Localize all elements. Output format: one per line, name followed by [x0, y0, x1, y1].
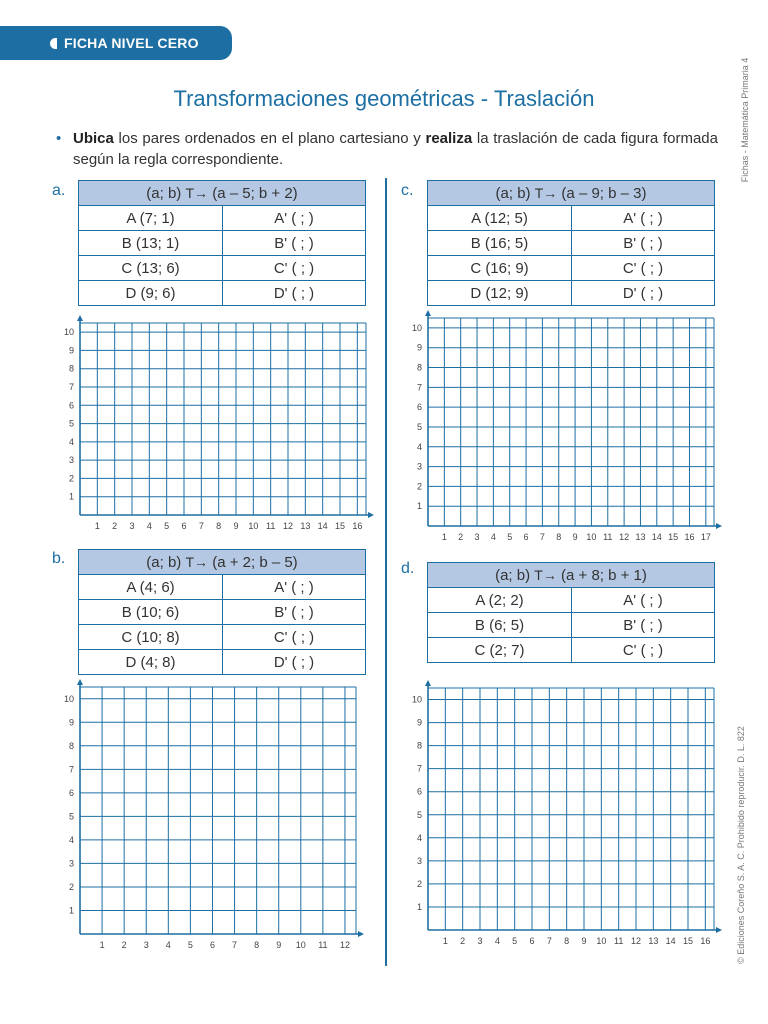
point-original: C (10; 8) [79, 625, 223, 650]
x-tick-label: 13 [648, 936, 659, 946]
point-image[interactable]: C' ( ; ) [223, 625, 366, 650]
page-title: Transformaciones geométricas - Traslación [173, 86, 595, 111]
x-tick-label: 1 [441, 532, 447, 542]
y-tick-label: 2 [68, 881, 74, 892]
x-tick-label: 6 [523, 532, 529, 542]
point-image[interactable]: A' ( ; ) [572, 206, 715, 231]
y-tick-label: 4 [416, 441, 422, 452]
x-tick-label: 16 [684, 532, 695, 542]
y-tick-label: 3 [68, 455, 74, 466]
rule-left: (a; b) [146, 184, 186, 202]
point-original: B (6; 5) [428, 613, 572, 638]
x-tick-label: 1 [99, 940, 105, 950]
y-tick-label: 9 [416, 717, 422, 728]
exercise-a-label: a. [52, 182, 66, 199]
x-tick-label: 16 [700, 936, 711, 946]
x-tick-label: 7 [232, 940, 238, 950]
y-tick-label: 9 [68, 345, 74, 356]
x-tick-label: 17 [700, 532, 711, 542]
y-tick-label: 2 [416, 878, 422, 889]
y-tick-label: 1 [416, 501, 422, 512]
point-image[interactable]: B' ( ; ) [223, 231, 366, 256]
side-caption-top: Fichas - Matemática Primaria 4 [740, 57, 750, 183]
point-original: C (13; 6) [79, 256, 223, 281]
y-tick-label: 1 [68, 905, 74, 916]
x-tick-label: 10 [295, 940, 306, 950]
x-tick-label: 7 [539, 532, 545, 542]
y-tick-label: 8 [416, 740, 422, 751]
x-tick-label: 2 [460, 936, 466, 946]
x-tick-label: 2 [121, 940, 127, 950]
x-tick-label: 8 [216, 521, 222, 531]
x-tick-label: 13 [300, 521, 311, 531]
point-original: D (9; 6) [79, 281, 223, 306]
y-tick-label: 5 [68, 811, 74, 822]
y-axis-arrow-icon [425, 680, 431, 686]
y-tick-label: 8 [68, 363, 74, 374]
exercise-c-label: c. [401, 182, 414, 199]
point-image[interactable]: D' ( ; ) [572, 281, 715, 306]
x-tick-label: 4 [490, 532, 496, 542]
y-tick-label: 3 [68, 858, 74, 869]
x-tick-label: 3 [143, 940, 149, 950]
x-tick-label: 9 [276, 940, 282, 950]
y-tick-label: 10 [63, 693, 74, 704]
x-tick-label: 15 [682, 936, 694, 946]
x-tick-label: 12 [282, 521, 294, 531]
y-tick-label: 6 [416, 402, 422, 413]
x-tick-label: 10 [248, 521, 259, 531]
y-tick-label: 7 [68, 764, 74, 775]
x-tick-label: 14 [665, 936, 676, 946]
rule-left: (a; b) [495, 566, 535, 584]
x-tick-label: 16 [352, 521, 363, 531]
x-tick-label: 12 [630, 936, 642, 946]
x-tick-label: 4 [146, 521, 152, 531]
x-tick-label: 5 [512, 936, 518, 946]
rule-right: (a – 9; b – 3) [557, 184, 647, 202]
x-tick-label: 3 [474, 532, 480, 542]
transform-arrow-icon: T→ [534, 566, 557, 583]
transform-arrow-icon: T→ [534, 184, 558, 201]
point-image[interactable]: B' ( ; ) [572, 613, 715, 638]
x-tick-label: 1 [94, 521, 100, 531]
y-tick-label: 2 [68, 473, 74, 484]
point-image[interactable]: D' ( ; ) [223, 650, 366, 675]
point-image[interactable]: C' ( ; ) [572, 638, 715, 663]
rule-right: (a + 2; b – 5) [208, 553, 298, 571]
y-tick-label: 10 [411, 694, 422, 705]
x-tick-label: 8 [556, 532, 562, 542]
y-tick-label: 2 [416, 481, 422, 492]
x-tick-label: 10 [586, 532, 597, 542]
instruction-keyword-realiza: realiza [425, 130, 473, 147]
x-tick-label: 8 [254, 940, 260, 950]
x-tick-label: 7 [198, 521, 204, 531]
y-tick-label: 7 [416, 763, 422, 774]
y-tick-label: 6 [416, 786, 422, 797]
rule-right: (a – 5; b + 2) [208, 184, 298, 202]
exercise-d-label: d. [401, 560, 415, 577]
point-original: B (16; 5) [428, 231, 572, 256]
x-tick-label: 15 [334, 521, 346, 531]
x-tick-label: 3 [477, 936, 483, 946]
point-original: A (4; 6) [79, 575, 223, 600]
x-tick-label: 14 [651, 532, 662, 542]
point-original: D (12; 9) [428, 281, 572, 306]
level-badge-text: FICHA NIVEL CERO [64, 35, 199, 51]
y-tick-label: 9 [68, 717, 74, 728]
point-original: A (7; 1) [79, 206, 223, 231]
x-tick-label: 11 [265, 521, 276, 531]
y-tick-label: 5 [68, 418, 74, 429]
y-tick-label: 7 [68, 382, 74, 392]
bullet-icon: • [56, 130, 62, 147]
x-tick-label: 13 [635, 532, 646, 542]
x-tick-label: 2 [458, 532, 464, 542]
x-tick-label: 9 [233, 521, 239, 531]
point-original: A (12; 5) [428, 206, 572, 231]
x-tick-label: 8 [564, 936, 570, 946]
instruction-keyword-ubica: Ubica [73, 130, 114, 147]
transform-arrow-icon: T→ [185, 184, 209, 201]
point-original: C (16; 9) [428, 256, 572, 281]
point-original: B (13; 1) [79, 231, 223, 256]
x-tick-label: 14 [317, 521, 328, 531]
x-tick-label: 5 [164, 521, 170, 531]
point-image[interactable]: D' ( ; ) [223, 281, 366, 306]
point-original: C (2; 7) [428, 638, 572, 663]
x-tick-label: 12 [619, 532, 630, 542]
y-tick-label: 6 [68, 787, 74, 798]
point-image[interactable]: A' ( ; ) [223, 206, 366, 231]
y-tick-label: 5 [416, 809, 422, 820]
x-tick-label: 11 [318, 940, 328, 950]
x-tick-label: 5 [187, 940, 193, 950]
point-original: B (10; 6) [79, 600, 223, 625]
y-tick-label: 4 [68, 834, 74, 845]
point-image[interactable]: A' ( ; ) [572, 588, 715, 613]
x-tick-label: 11 [603, 532, 613, 542]
instruction-part-1: los pares ordenados en el plano cartesiano y [113, 130, 426, 147]
y-tick-label: 4 [416, 832, 422, 843]
y-tick-label: 6 [68, 400, 74, 411]
x-tick-label: 11 [613, 936, 624, 946]
transform-arrow-icon: T→ [185, 553, 209, 570]
y-tick-label: 10 [63, 327, 74, 338]
point-original: D (4; 8) [79, 650, 223, 675]
x-tick-label: 5 [507, 532, 513, 542]
point-original: A (2; 2) [428, 588, 572, 613]
y-tick-label: 8 [68, 740, 74, 751]
y-tick-label: 5 [416, 421, 422, 432]
exercise-b-label: b. [52, 550, 66, 567]
x-tick-label: 6 [209, 940, 215, 950]
x-tick-label: 9 [581, 936, 587, 946]
x-tick-label: 15 [668, 532, 679, 542]
y-tick-label: 7 [416, 382, 422, 393]
x-axis-arrow-icon [716, 927, 722, 933]
instruction-part-2: la traslación de cada figura formada según la regla correspondiente. [73, 130, 718, 168]
x-tick-label: 6 [529, 936, 535, 946]
x-tick-label: 2 [112, 521, 118, 531]
side-caption-bottom: © Ediciones Coreño S. A. C. Prohibido reproducir. D. L. 822 [736, 726, 746, 964]
rule-right: (a + 8; b + 1) [556, 566, 647, 584]
x-tick-label: 6 [181, 521, 187, 531]
rule-left: (a; b) [146, 553, 186, 571]
point-image[interactable]: C' ( ; ) [572, 256, 715, 281]
x-tick-label: 4 [494, 936, 500, 946]
point-image[interactable]: A' ( ; ) [223, 575, 366, 600]
y-tick-label: 9 [416, 342, 422, 353]
x-tick-label: 12 [339, 940, 350, 950]
y-tick-label: 1 [416, 901, 422, 912]
x-tick-label: 1 [442, 936, 448, 946]
point-image[interactable]: C' ( ; ) [223, 256, 366, 281]
x-tick-label: 7 [546, 936, 552, 946]
x-tick-label: 9 [572, 532, 578, 542]
y-tick-label: 1 [68, 491, 74, 502]
x-tick-label: 3 [129, 521, 135, 531]
y-tick-label: 8 [416, 362, 422, 373]
rule-left: (a; b) [495, 184, 535, 202]
y-tick-label: 3 [416, 461, 422, 472]
y-tick-label: 3 [416, 855, 422, 866]
point-image[interactable]: B' ( ; ) [223, 600, 366, 625]
x-tick-label: 4 [165, 940, 171, 950]
y-tick-label: 4 [68, 436, 74, 447]
x-tick-label: 10 [596, 936, 607, 946]
point-image[interactable]: B' ( ; ) [572, 231, 715, 256]
y-tick-label: 10 [411, 322, 422, 333]
